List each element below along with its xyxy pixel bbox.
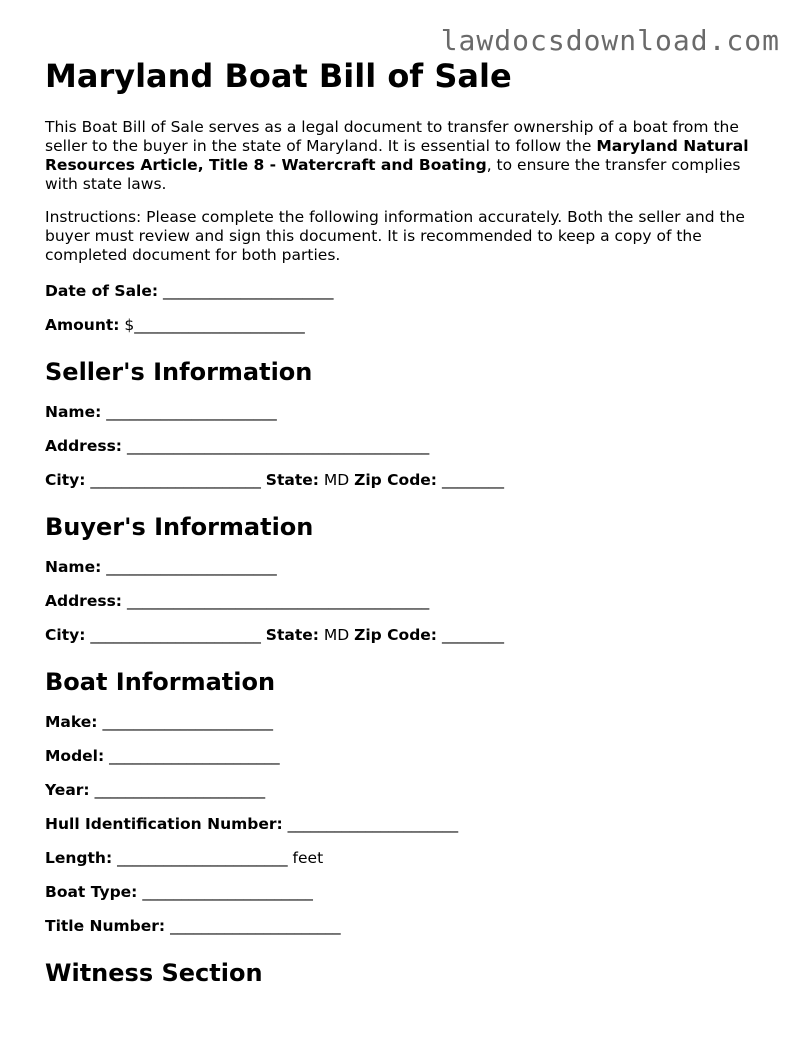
buyer-city-label: City: [45,626,86,644]
buyer-address-blank[interactable]: _______________________________________ [126,592,430,610]
title-number-field [45,917,760,936]
buyer-address-label: Address: [45,592,122,610]
buyer-zip-blank[interactable]: ________ [441,626,504,644]
hull-id-label: Hull Identification Number: [45,815,283,833]
title-number-blank[interactable]: ______________________ [170,917,341,935]
seller-state-label: State: [265,471,319,489]
buyer-address-field [45,592,760,611]
boat-type-field [45,883,760,902]
boat-make-blank[interactable]: ______________________ [102,713,273,731]
amount-field [45,316,760,335]
seller-section-heading: Seller's Information [45,358,313,386]
buyer-name-field [45,558,760,577]
seller-name-blank[interactable]: ______________________ [106,403,277,421]
watermark: lawdocsdownload.com [440,24,780,57]
boat-year-field [45,781,760,800]
boat-make-field [45,713,760,732]
boat-model-label: Model: [45,747,105,765]
document-page [45,56,760,988]
seller-name-field [45,403,760,422]
seller-address-field [45,437,760,456]
intro-statute: Maryland Natural Resources Article, Title 8 - Watercraft and Boating [45,137,749,174]
buyer-city-state-zip-field [45,626,760,645]
buyer-zip-label: Zip Code: [354,626,437,644]
boat-year-label: Year: [45,781,90,799]
seller-state-value: MD [323,471,350,489]
seller-address-blank[interactable]: _______________________________________ [126,437,430,455]
amount-blank[interactable]: $______________________ [124,316,305,334]
boat-year-blank[interactable]: ______________________ [94,781,266,799]
seller-name-label: Name: [45,403,102,421]
date-of-sale-field [45,282,760,301]
document-title: Maryland Boat Bill of Sale [45,57,512,95]
buyer-state-value: MD [323,626,350,644]
seller-address-label: Address: [45,437,122,455]
boat-make-label: Make: [45,713,98,731]
boat-model-blank[interactable]: ______________________ [109,747,280,765]
buyer-name-label: Name: [45,558,102,576]
witness-section-heading: Witness Section [45,959,263,987]
boat-section-heading: Boat Information [45,668,276,696]
boat-length-field [45,849,760,868]
buyer-state-label: State: [265,626,319,644]
hull-id-blank[interactable]: ______________________ [287,815,459,833]
hull-id-field [45,815,760,834]
date-of-sale-blank[interactable]: ______________________ [163,282,334,300]
boat-length-blank[interactable]: ______________________ [117,849,288,867]
seller-zip-label: Zip Code: [354,471,437,489]
seller-zip-blank[interactable]: ________ [441,471,504,489]
amount-label: Amount: [45,316,120,334]
instructions-paragraph: Instructions: Please complete the following information accurately. Both the seller and the buyer must review and sign this document. It is recommended to keep a copy of the completed document for both parties. [45,208,745,264]
buyer-name-blank[interactable]: ______________________ [106,558,277,576]
intro-text-before: This Boat Bill of Sale serves as a legal document to transfer ownership of a boat from the seller to the buyer in the state of Maryland. It is essential to follow the [45,118,739,155]
seller-city-state-zip-field [45,471,760,490]
boat-type-blank[interactable]: ______________________ [142,883,313,901]
boat-model-field [45,747,760,766]
title-number-label: Title Number: [45,917,166,935]
buyer-section-heading: Buyer's Information [45,513,314,541]
intro-text-after: , to ensure the transfer complies with state laws. [45,156,741,193]
boat-length-label: Length: [45,849,113,867]
intro-paragraph [45,118,760,194]
buyer-city-blank[interactable]: ______________________ [90,626,261,644]
seller-city-label: City: [45,471,86,489]
boat-type-label: Boat Type: [45,883,138,901]
date-of-sale-label: Date of Sale: [45,282,159,300]
boat-length-unit: feet [292,849,324,867]
seller-city-blank[interactable]: ______________________ [90,471,261,489]
